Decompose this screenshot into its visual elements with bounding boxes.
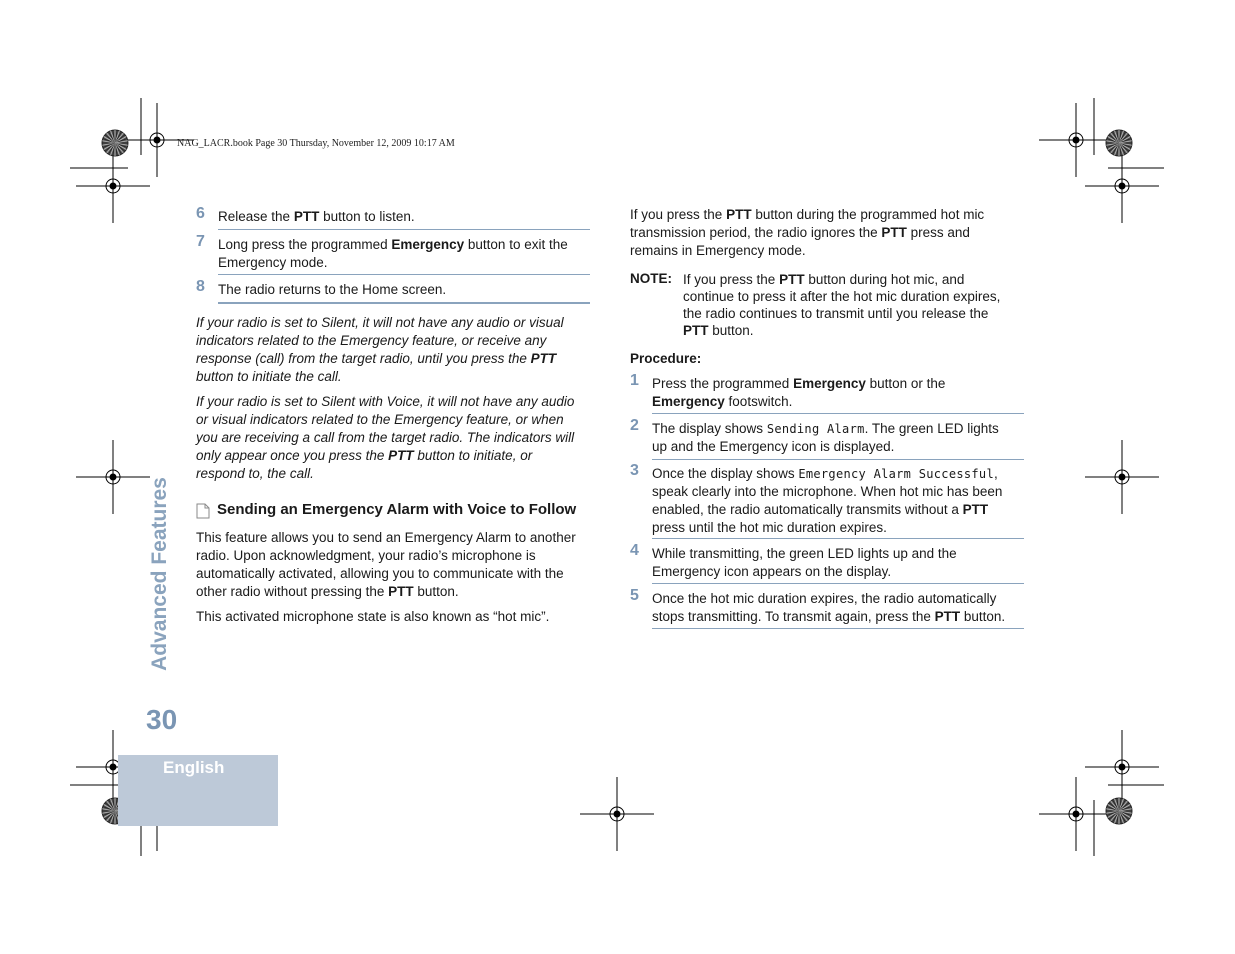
display-text: Emergency Alarm Successful <box>798 467 994 481</box>
step-number: 6 <box>196 205 205 222</box>
divider <box>652 583 1024 584</box>
registration-target <box>1085 730 1159 804</box>
registration-target <box>1085 440 1159 514</box>
starburst-mark <box>102 130 128 156</box>
starburst-mark <box>1106 130 1132 156</box>
procedure-label: Procedure: <box>630 351 702 366</box>
step-number: 2 <box>630 417 639 434</box>
page-number: 30 <box>146 704 178 735</box>
registration-target <box>1039 103 1113 177</box>
registration-target <box>1085 149 1159 223</box>
silent-voice-note: If your radio is set to Silent with Voice, it will not have any audio or visual indicators related to the Emergency feature, or when you are receiving a call from the target radio. The indicators will only appear once you press the PTT button to initiate, or respond to, the call. <box>196 394 575 481</box>
section-heading: Sending an Emergency Alarm with Voice to Follow <box>217 501 577 518</box>
divider <box>652 538 1024 539</box>
note-label: NOTE: <box>630 271 672 286</box>
divider <box>652 628 1024 629</box>
display-text: Sending Alarm <box>766 422 865 436</box>
hot-mic-intro: If you press the PTT button during the programmed hot mic transmission period, the radio ignores the PTT press and remains in Emergency mode. <box>630 207 985 258</box>
section-tab-title: Advanced Features <box>148 477 171 671</box>
step-number: 4 <box>630 542 639 559</box>
registration-target <box>76 149 150 223</box>
starburst-mark <box>1106 798 1132 824</box>
step-number: 8 <box>196 278 205 295</box>
registration-target <box>1039 777 1113 851</box>
feature-description: This feature allows you to send an Emergency Alarm to another radio. Upon acknowledgment, your radio’s microphone is automatically activated, allowing you to communicate with the other radio without pressing the PTT button. <box>196 530 576 599</box>
divider <box>218 229 590 230</box>
language-label: English <box>163 758 225 777</box>
divider <box>218 274 590 275</box>
step-number: 1 <box>630 372 639 389</box>
divider <box>652 413 1024 414</box>
file-info-header: NAG_LACR.book Page 30 Thursday, November 12, 2009 10:17 AM <box>177 138 455 149</box>
step-number: 7 <box>196 233 205 250</box>
document-icon <box>196 503 210 519</box>
divider <box>652 459 1024 460</box>
step-number: 3 <box>630 462 639 479</box>
silent-mode-note: If your radio is set to Silent, it will not have any audio or visual indicators related to the Emergency feature, or receive any response (call) from the target radio, until you press the PTT button to initiate the call. <box>196 315 564 384</box>
step-number: 5 <box>630 587 639 604</box>
hot-mic-definition: This activated microphone state is also known as “hot mic”. <box>196 609 550 624</box>
registration-target <box>76 440 150 514</box>
note-body: If you press the PTT button during hot mic, and continue to press it after the hot mic duration expires, the radio continues to transmit until you release the PTT button. <box>683 272 1001 338</box>
divider <box>218 302 590 304</box>
registration-target <box>580 777 654 851</box>
